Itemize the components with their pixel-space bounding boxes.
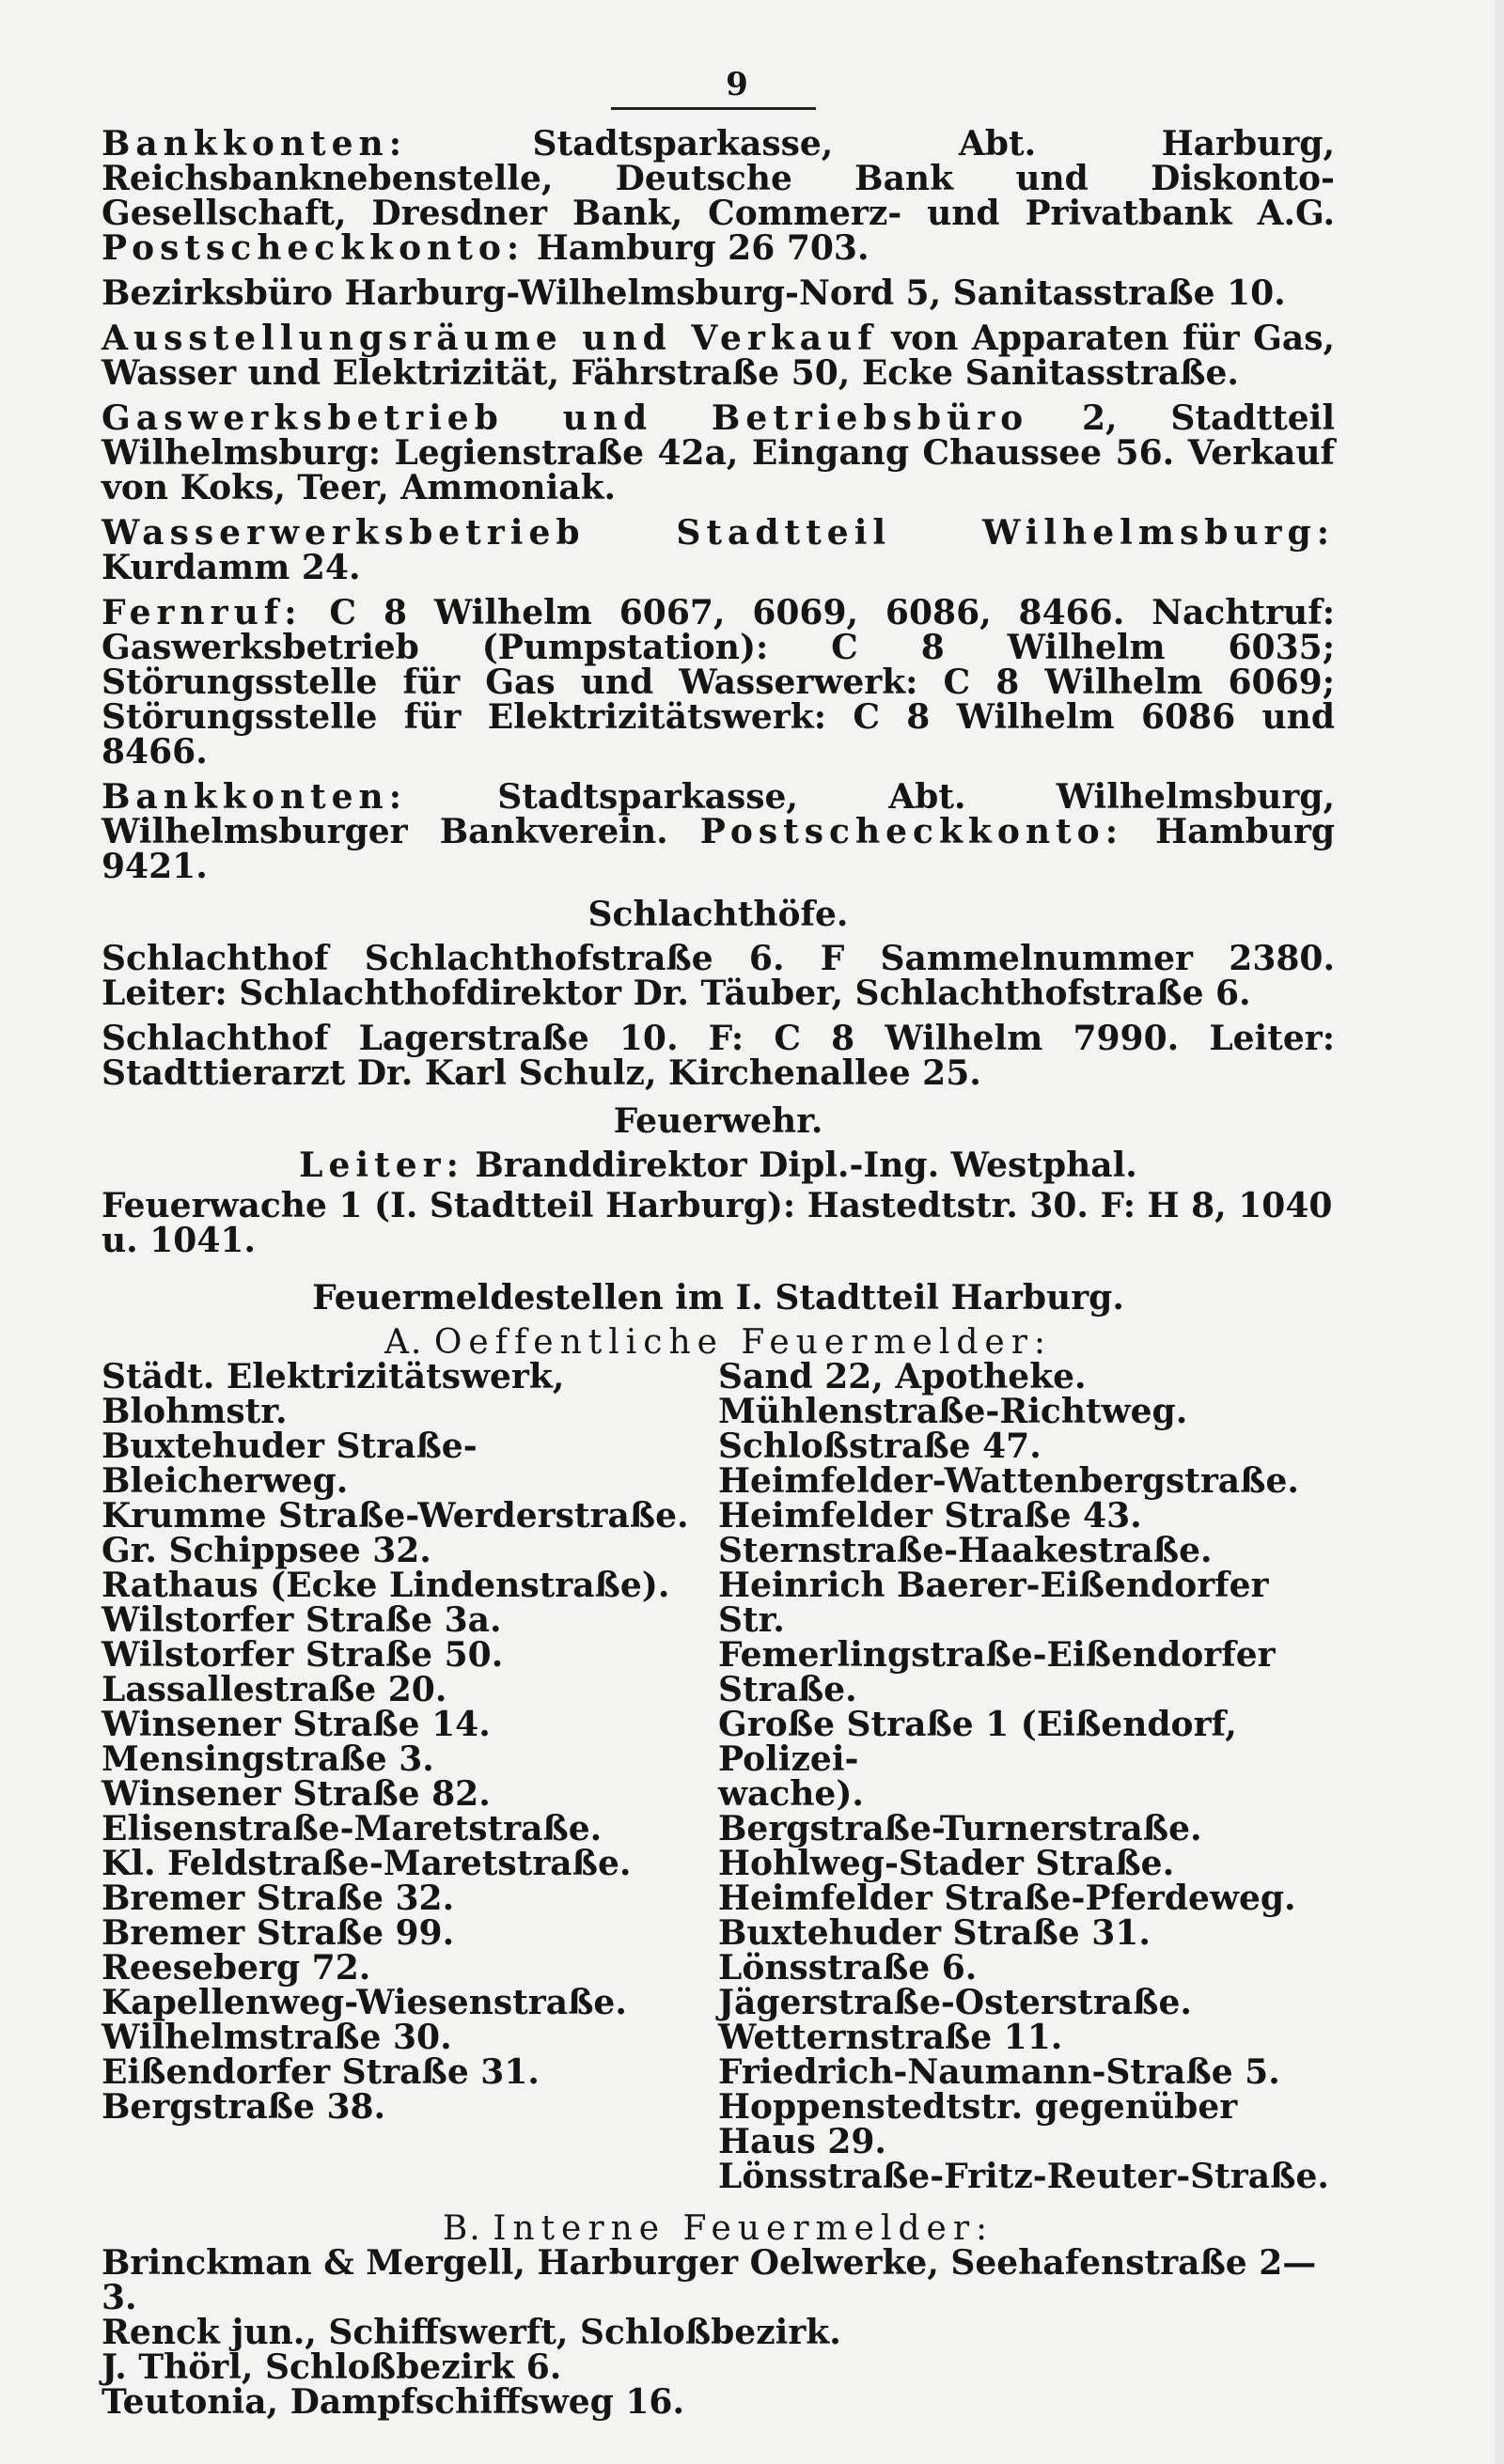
paragraph-lead: Bankkonten: [102,777,407,817]
alarm-list-item: Elisenstraße-Maretstraße. [102,1809,603,1848]
schlachthof-entry [102,939,1335,1013]
alarm-list-item: Bergstraße-Turnerstraße. [718,1809,1202,1848]
alarm-list-item: Hoppenstedtstr. gegenüber Haus 29. [718,2087,1238,2161]
alarm-list-item: Teutonia, Dampfschiffsweg 16. [102,2382,684,2422]
paragraph-lead: Bezirksbüro Harburg-Wilhelmsburg-Nord [102,273,894,313]
alarm-list-item: Mühlenstraße-Richtweg. [718,1392,1188,1431]
alarm-list-item: Lönsstraße 6. [718,1948,978,1988]
alarm-list-item: Gr. Schippsee 32. [102,1531,431,1570]
paragraph-text: C 8 Wilhelm 6067, 6069, 6086, 8466. Nachtruf: Gaswerksbetrieb (Pumpstation): C 8 Wilhelm 6035; Störungsstelle für Gas und Wasserwerk: C 8 Wilhelm 6069; Störungsstelle für Elektrizitätswerk: C 8 Wilhelm 6086 und 8466. [102,593,1335,772]
schlachthof-entry [102,1021,1335,1091]
alarm-list-item: Reeseberg 72. [102,1948,371,1988]
subheading-prefix: A. [384,1323,424,1362]
alarm-list-item: Eißendorfer Straße 31. [102,2052,540,2092]
alarm-list-item: Bergstraße 38. [102,2087,386,2127]
paragraph-text: Kurdamm 24. [102,548,361,587]
subheading-prefix: B. [442,2209,482,2248]
subheading-title: Oeffentliche Feuermelder: [433,1323,1053,1362]
alarm-list-item: Rathaus (Ecke Lindenstraße). [102,1566,670,1605]
paragraph-gaswerk [102,398,1335,507]
alarm-list-item: Heimfelder-Wattenbergstraße. [718,1461,1299,1501]
alarm-list-item: Wilhelmstraße 30. [102,2018,452,2057]
paragraph-lead: Bankkonten: [102,124,407,164]
paragraph-tail: Hamburg 9421. [102,812,1336,886]
leiter-name: Branddirektor Dipl.-Ing. Westphal. [475,1146,1137,1185]
paragraph-lead: Wasserwerksbetrieb Stadtteil Wilhelmsburg: [102,513,1335,553]
alarm-list-item: Heimfelder Straße 43. [718,1496,1142,1536]
alarm-list-item: Friedrich-Naumann-Straße 5. [718,2052,1280,2092]
alarm-list-item: Heinrich Baerer-Eißendorfer Str. [718,1566,1269,1640]
alarm-list-item: Kapellenweg-Wiesenstraße. [102,1983,627,2022]
schlachthof-entry-text: Schlachthof Lagerstraße 10. F: C 8 Wilhelm 7990. Leiter: Stadttierarzt Dr. Karl Schulz, Kirchenallee 25. [102,1019,1335,1093]
subheading-title: Interne Feuermelder: [493,2209,995,2248]
alarm-list-item: Lönsstraße-Fritz-Reuter-Straße. [718,2157,1329,2196]
paragraph-text: 5, Sanitasstraße 10. [894,273,1286,313]
alarm-list-item: Winsener Straße 82. [102,1774,491,1814]
paragraph-key: Postscheckkonto: [699,812,1123,851]
paragraph-tail: Hamburg 26 703. [525,228,870,268]
paragraph-fernruf [102,593,1335,772]
paragraph-wasserwerk [102,513,1335,587]
paragraph-text: 2, Stadtteil Wilhelmsburg: Legienstraße 42a, Eingang Chaussee 56. Verkauf von Koks, Teer, Ammoniak. [102,398,1335,507]
alarm-list-item: Lassallestraße 20. [102,1670,447,1709]
alarm-list-item: Wetternstraße 11. [718,2018,1063,2057]
leiter-label: Leiter: [299,1146,464,1185]
alarm-list-item: Femerlingstraße-Eißendorfer Straße. [718,1635,1276,1709]
feuerwehr-leiter [102,1148,1335,1183]
alarm-list-item: Schloßstraße 47. [718,1427,1042,1466]
alarm-list-item: Renck jun., Schiffswerft, Schloßbezirk. [102,2313,841,2352]
alarm-list-item: Brinckman & Mergell, Harburger Oelwerke, Seehafenstraße 2—3. [102,2243,1317,2317]
alarm-list-item: Jägerstraße-Osterstraße. [718,1983,1192,2022]
schlachthof-entry-text: Schlachthof Schlachthofstraße 6. F Sammelnummer 2380. Leiter: Schlachthofdirektor Dr. Täuber, Schlachthofstraße 6. [102,939,1335,1013]
alarm-list-item: Wilstorfer Straße 3a. [102,1600,502,1640]
alarm-list-item: Bremer Straße 99. [102,1913,455,1953]
alarm-list-item: Hohlweg-Stader Straße. [718,1844,1175,1883]
internal-alarm-list [102,2243,1335,2422]
paragraph-text: Stadtsparkasse, Abt. Wilhelmsburg, Wilhelmsburger Bankverein. [102,777,1335,851]
section-heading-schlachthoefe: Schlachthöfe. [588,895,849,934]
page-content [102,66,1335,2420]
page-number: 9 [726,66,748,103]
subheading-public [102,1325,1335,1360]
alarm-list-item: Krumme Straße-Werderstraße. [102,1496,689,1536]
paragraph-bank-wilhelmsburg [102,777,1336,886]
alarm-list-item: Winsener Straße 14. [102,1705,491,1744]
public-alarm-columns [102,1357,1335,2196]
alarm-list-item: Buxtehuder Straße-Bleicherweg. [102,1427,478,1501]
alarm-list-item: Wilstorfer Straße 50. [102,1635,504,1675]
alarm-list-item: Buxtehuder Straße 31. [718,1913,1151,1953]
alarm-list-item: Städt. Elektrizitätswerk, Blohmstr. [102,1357,565,1431]
page-edge [1495,0,1504,2464]
alarm-list-item: J. Thörl, Schloßbezirk 6. [102,2347,562,2387]
paragraph-bezirksbuero [102,273,1335,313]
section-heading-feuermeldestellen: Feuermeldestellen im I. Stadtteil Harburg. [312,1278,1124,1318]
paragraph-text: von Apparaten für Gas, Wasser und Elektrizität, Fährstraße 50, Ecke Sanitasstraße. [102,319,1335,393]
paragraph-lead: Fernruf: [102,593,303,632]
paragraph-bank-harburg [102,124,1335,268]
section-heading-feuerwehr: Feuerwehr. [613,1101,823,1141]
paragraph-key: Postscheckkonto: [102,228,525,268]
alarm-list-item: Bremer Straße 32. [102,1879,455,1918]
paragraph-ausstellung [102,321,1335,391]
paragraph-text: Stadtsparkasse, Abt. Harburg, Reichsbanknebenstelle, Deutsche Bank und Diskonto-Gesellschaft, Dresdner Bank, Commerz- und Privatbank A.G. [102,124,1335,233]
alarm-list-item: Mensingstraße 3. [102,1739,434,1779]
public-alarm-list-left [102,1357,718,2194]
subheading-internal [102,2211,1335,2246]
paragraph-lead: Ausstellungsräume und Verkauf [102,319,878,358]
alarm-list-item: Große Straße 1 (Eißendorf, Polizei- [718,1705,1237,1779]
feuerwache-line: Feuerwache 1 (I. Stadtteil Harburg): Hastedtstr. 30. F: H 8, 1040 u. 1041. [102,1186,1333,1260]
alarm-list-item: Sand 22, Apotheke. [718,1357,1087,1396]
public-alarm-list-right [718,1357,1335,2196]
alarm-list-item: wache). [718,1774,864,1814]
alarm-list-item: Sternstraße-Haakestraße. [718,1531,1213,1570]
alarm-list-item: Heimfelder Straße-Pferdeweg. [718,1879,1296,1918]
paragraph-lead: Gaswerksbetrieb und Betriebsbüro [102,398,1029,438]
page-number-rule [611,107,816,110]
alarm-list-item: Kl. Feldstraße-Maretstraße. [102,1844,632,1883]
